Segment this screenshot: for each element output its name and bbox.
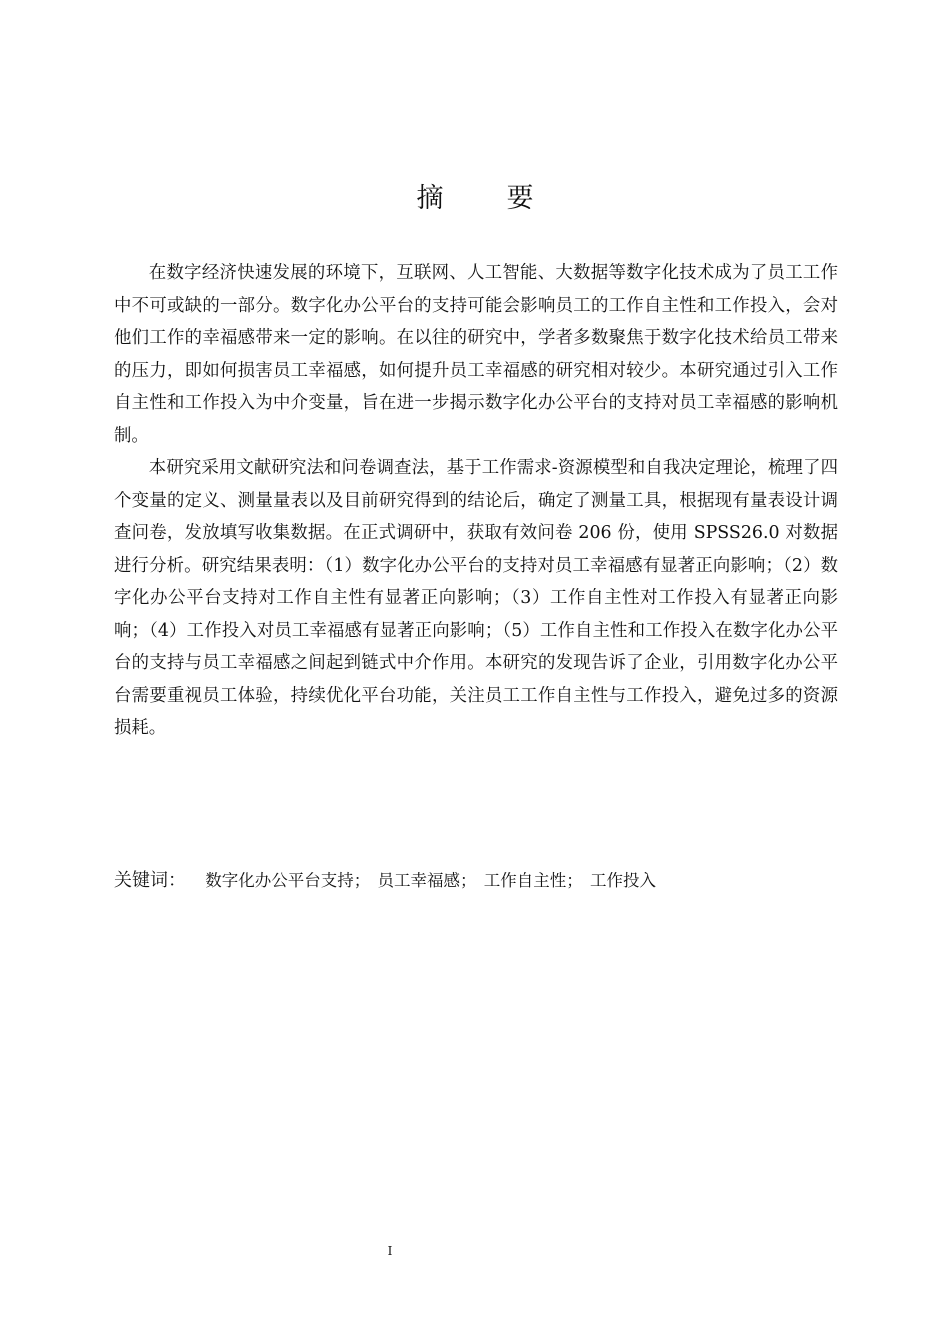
keyword-item: 数字化办公平台支持； [205,871,371,890]
keywords-line [114,866,838,896]
keyword-item: 工作投入 [590,871,656,890]
keywords-label: 关键词： [114,870,186,891]
keyword-item: 工作自主性； [483,871,583,890]
abstract-body [114,257,838,745]
abstract-title: 摘 要 [416,183,552,214]
abstract-paragraph-2: 本研究采用文献研究法和问卷调查法，基于工作需求-资源模型和自我决定理论，梳理了四个变量的定义、测量量表以及目前研究得到的结论后，确定了测量工具，根据现有量表设计调查问卷，发放填写收集数据。在正式调研中，获取有效问卷 206 份，使用 SPSS26.0 对数据进行分析。研究结果表明：（1）数字化办公平台的支持对员工幸福感有显著正向影响；（2）数字化办公平台支持对工作自主性有显著正向影响；（3）工作自主性对工作投入有显著正向影响；（4）工作投入对员工幸福感有显著正向影响；（5）工作自主性和工作投入在数字化办公平台的支持与员工幸福感之间起到链式中介作用。本研究的发现告诉了企业，引用数字化办公平台需要重视员工体验，持续优化平台功能，关注员工工作自主性与工作投入，避免过多的资源损耗。 [114,458,838,738]
abstract-paragraph-1: 在数字经济快速发展的环境下，互联网、人工智能、大数据等数字化技术成为了员工工作中不可或缺的一部分。数字化办公平台的支持可能会影响员工的工作自主性和工作投入，会对他们工作的幸福感带来一定的影响。在以往的研究中，学者多数聚焦于数字化技术给员工带来的压力，即如何损害员工幸福感，如何提升员工幸福感的研究相对较少。本研究通过引入工作自主性和工作投入为中介变量，旨在进一步揭示数字化办公平台的支持对员工幸福感的影响机制。 [114,263,838,446]
keyword-item: 员工幸福感； [377,871,477,890]
page-number: I [387,1244,393,1258]
